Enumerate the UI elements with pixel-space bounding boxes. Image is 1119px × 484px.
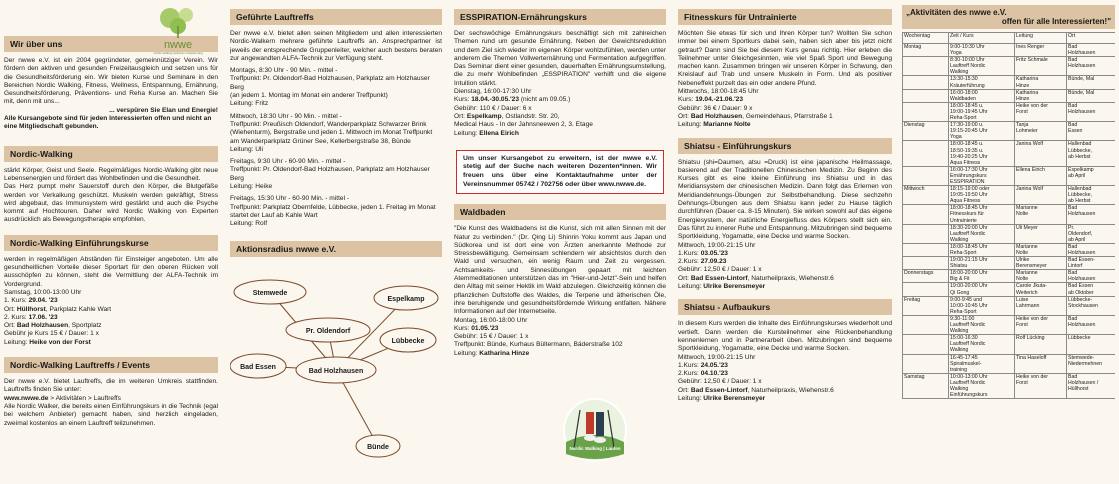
cell-place: Bad Essen- Lintorf [1067, 257, 1116, 270]
cell-day: Samstag [903, 373, 949, 398]
cell-course: 18:00-18:45 u. 18:50-19:35 u. 19:40-20:25 Uhr Aqua Fitness [949, 141, 1015, 166]
cell-place: Lübbecke- Stockhausen [1067, 296, 1116, 315]
cell-lead: Carole Jkuta- Weiterich [1015, 283, 1067, 296]
table-row [903, 257, 1116, 270]
about-heading: Wir über uns [4, 36, 218, 52]
cell-day [903, 166, 949, 185]
cell-place: Espelkamp ab April [1067, 166, 1116, 185]
cell-lead: Heike von der Forst [1015, 373, 1067, 398]
lauftreff-friday-morning: Freitags, 9:30 Uhr - 60-90 Min. - mittel - Treffpunkt: Pr. Oldendorf-Bad Holzhausen, Parkplatz am Holzhauser Berg Leitung: Heike [230, 158, 430, 191]
cell-course: 18:15-19:00 oder 19:05-19:50 Uhr Aqua Fitness [949, 186, 1015, 205]
node-pr-oldendorf: Pr. Oldendorf [305, 327, 351, 335]
about-text: Der nwwe e.V. ist ein 2004 gegründeter, gemeinnütziger Verein. Wir fördern den aktiven und gesunden Freizeitausgleich und setzen uns für die Gesundheitsförderung ein. Wir bieten Kurse und Seminare in den Bereichen Nordic Walking, Fitness, Wellness, Entspannung, Ernährung, Gesundheitsförderung, Präventions- und Reha Kurse an. Machen Sie mit, denn mit uns... [4, 57, 218, 106]
cell-course: 9:00-9:45 und 10:00-10:45 Uhr Reha-Sport [949, 296, 1015, 315]
cell-course: 16:45-17:45 Spiralmuskel- training [949, 354, 1015, 373]
schedule-heading: „Aktivitäten des nwwe e.V. offen für alle Interessierten!" [902, 5, 1115, 29]
cell-lead: Katharina Hinze [1015, 89, 1067, 102]
intro-course-heading: Nordic-Walking Einführungskurse [4, 235, 218, 251]
cell-place: Stemwede- Niedermehnen [1067, 354, 1116, 373]
intro-course-text: werden in regelmäßigen Abständen für Einsteiger angeboten. Um alle gesundheitlichen Vorteile dieser Sportart für den oberen Rücken voll ausschöpfen zu können, steht die Vermittlung der ALFA-Technik im Vordergrund. [4, 255, 218, 288]
events-url-link[interactable]: www.nwwe.de [4, 394, 49, 402]
cell-lead: Heike von der Forst [1015, 315, 1067, 334]
cell-course: 18:00-20:00 Uhr Big & Fit [949, 270, 1015, 283]
table-row [903, 44, 1116, 57]
cell-place: Bad Essen ab Oktober [1067, 283, 1116, 296]
table-row [903, 76, 1116, 89]
table-row [903, 243, 1116, 256]
esspiration-heading: ESSPIRATION-Ernährungskurs [454, 9, 666, 25]
about-note: Alle Kursangebote sind für jeden Interessierten offen und nicht an eine Mitgliedschaft gebunden. [4, 115, 212, 131]
waldbaden-text: "Die Kunst des Waldbadens ist die Kunst, sich mit allen Sinnen mit der Natur zu verbinden." (Dr. Qing Li) Shinrin Yoku kommt aus Japan und Südkorea und ist dort eine von Ärzten anerkannte Methode zur Stressbewältigung. Gemeinsam schlendern wir absichtslos durch den Wald und versuchen, ein wenig Raum und Zeit zu vergessen. Achtsamkeits- und Sinnesübungen gepaart mit leichten Atemmeditationen unterstützen das im "Hier-und-Jetzt"-Sein und helfen den Alltag mit seiner Hektik im Wald abzulegen. Gleichzeitig können die pflanzlichen Duftstoffe des Waldes, die Terpene und ätherischen Öle, ihre beruhigende und gesundheitsfördernde Wirkung entfalten. Nähere Informationen auf der Internetseite. [454, 225, 666, 316]
node-bad-holzhausen: Bad Holzhausen [308, 367, 364, 375]
cell-course: 18:00-18:45 u. 19:00-19:45 Uhr Reha-Sport [949, 102, 1015, 121]
node-espelkamp: Espelkamp [387, 295, 425, 303]
column-4 [678, 0, 892, 484]
cell-day: Dienstag [903, 122, 949, 141]
nordic-walking-heading: Nordic-Walking [4, 146, 218, 162]
cell-lead: Luise Lahrmann [1015, 296, 1067, 315]
cell-place: Bad Holzhausen [1067, 270, 1116, 283]
table-row [903, 373, 1116, 398]
cell-place: Pr. Oldendorf, ab April [1067, 224, 1116, 243]
nwwe-logo [142, 4, 214, 56]
trainer-search-notice: Um unser Kursangebot zu erweitern, ist der nwwe e.V. stetig auf der Suche nach weiteren Dozenten*innen. Wir freuen uns über eine Kontaktaufnahme unter der Vereinsnummer 05742 / 702756 oder über www.nwwe.de. [456, 150, 664, 194]
header-place: Ort [1067, 33, 1116, 44]
cell-lead: Marianne Nolte [1015, 243, 1067, 256]
cell-day [903, 257, 949, 270]
cell-day [903, 243, 949, 256]
node-buende: Bünde [367, 443, 389, 451]
column-3 [454, 0, 666, 484]
cell-lead: Fritz Schmale [1015, 57, 1067, 76]
cell-place: Bünde, Mal [1067, 89, 1116, 102]
cell-day [903, 283, 949, 296]
shiatsu-advanced-details: Mittwoch, 19:00-21:15 Uhr 1.Kurs: 24.05.'23 2.Kurs: 04.10.'23 Gebühr: 12,50 € / Dauer: 1 x Ort: Bad Essen-Lintorf, Naturheilpraxis, Wiehenstr.6 Leitung: Ulrike Berensmeyer [678, 353, 834, 402]
cell-lead: Tina Haseloff [1015, 354, 1067, 373]
cell-place: Bad Holzhausen [1067, 243, 1116, 256]
table-row [903, 205, 1116, 224]
nordic-walking-photo [558, 398, 632, 462]
radius-diagram [230, 262, 442, 462]
logo-text: nwwe [163, 39, 193, 51]
waldbaden-details: Montag, 16:00-18:00 Uhr Kurs: 01.05.'23 Gebühr: 15 € / Dauer: 1 x Treffpunkt: Bünde, Kurhaus Bültermann, Bäderstraße 102 Leitung: Katharina Hinze [454, 316, 623, 357]
column-2 [230, 0, 442, 484]
fitness-details: Mittwochs, 18:00-18:45 Uhr Kurs: 19.04.-21.06.'23 Gebühr: 36 € / Dauer: 9 x Ort: Bad Holzhausen, Gemeindehaus, Pfarrstraße 1 Leitung: Marianne Nolte [678, 88, 833, 129]
cell-course: 15:00-16:30 Lauftreff Nordic Walking [949, 335, 1015, 354]
cell-lead: Marianne Nolte [1015, 205, 1067, 224]
header-time-course: Zeit / Kurs [949, 33, 1015, 44]
cell-course: 17:30-19:00 u. 19:15-20:45 Uhr Yoga [949, 122, 1015, 141]
schedule-table [902, 32, 1115, 399]
cell-day [903, 76, 949, 89]
table-row [903, 166, 1116, 185]
cell-course: 8:30-10:00 Uhr Lauftreff Nordic Walking [949, 57, 1015, 76]
cell-lead: Janina Wolf [1015, 141, 1067, 166]
lauftreffs-intro: Der nwwe e.V. bietet allen seinen Mitgliedern und allen interessierten Nordic-Walkern mehrere geführte Lauftreffs an. Ansprechpartner ist jeweils der entsprechende Gruppenleiter, welcher auch bestens beraten zur angewandten ALFA-Technik zur Verfügung steht. [230, 30, 442, 62]
cell-day: Mittwoch [903, 186, 949, 205]
header-weekday: Wochentag [903, 33, 949, 44]
fitness-heading: Fitnesskurs für Untrainierte [678, 9, 892, 25]
photo-caption: Nordic Walking | Laufen [569, 446, 621, 451]
events-text: Der nwwe e.V. bietet Lauftreffs, die im weiteren Umkreis stattfinden. Lauftreffs finden Sie unter: [4, 378, 218, 394]
cell-day [903, 354, 949, 373]
cell-course: 18:00-18:45 Uhr Fitnesskurs für Untrainierte [949, 205, 1015, 224]
cell-day: Montag [903, 44, 949, 57]
shiatsu-intro-text: Shiatsu (shi=Daumen, atsu =Druck) ist eine japanische Heilmassage, basierend auf der Traditionellen Chinesischen Medizin. Zu Beginn des Kurses gibt es eine kleine Einführung ins Shiatsu und in das Meridiansystem der chinesischen Medizin. Dann folgt das Erlernen von Meridiandehnungs-Übungen zur Selbstbehandlung. Diese sechzehn Dehnungs-Übungen aus dem Shiatsu kann jeder zu Hause täglich durchführen (Dauer ca. 8-15 Minuten). Sie wirken sowohl auf das eigene Energiesystem, der natürliche Energiefluss des Körpers stellt sich ein. Das führt zu innerer Ruhe und Entspannung. Mitzubringen sind bequeme Sportkleidung, Yogamatte, eine Decke und warme Socken. [678, 158, 892, 241]
cell-day [903, 141, 949, 166]
cell-course: 19:00-21:15 Uhr Shiatsu [949, 257, 1015, 270]
shiatsu-intro-details: Mittwoch, 19:00-21:15 Uhr 1.Kurs: 03.05.'23 2.Kurs: 27.09.23 Gebühr: 12,50 € / Dauer: 1 x Ort: Bad Essen-Lintorf, Naturheilpraxis, Wiehenstr.6 Leitung: Ulrike Berensmeyer [678, 241, 834, 291]
cell-day [903, 57, 949, 76]
cell-day [903, 315, 949, 334]
cell-place: Bad Holzhausen [1067, 205, 1116, 224]
table-row [903, 186, 1116, 205]
cell-place: Bad Holzhausen [1067, 102, 1116, 121]
table-row [903, 141, 1116, 166]
nordic-walking-text: stärkt Körper, Geist und Seele. Regelmäßiges Nordic-Walking gibt neue Lebensenergien und fördert das Wohlbefinden und die Gesundheit. Das Herz pumpt mehr Sauerstoff durch den Körper, die Blutgefäße werden vor Verkalkung geschützt. Muskeln werden gekräftigt, Stress wird abgebaut, das Immunsystem wird gestärkt und auch die Psyche kommt auf Hochtouren. Daher wird Nordic Walking von Experten ausdrücklich als Bewegungstherapie empfohlen. [4, 166, 218, 224]
cell-lead: Heike von der Forst [1015, 102, 1067, 121]
lauftreffs-heading: Geführte Lauftreffs [230, 9, 442, 25]
cell-lead: Marianne Nolte [1015, 270, 1067, 283]
cell-lead: Ines Renger [1015, 44, 1067, 57]
table-row [903, 270, 1116, 283]
node-stemwede: Stemwede [252, 289, 288, 297]
events-text-2: Alle Nordic Walker, die bereits einen Einführungskurs in die Technik (egal bei welchem Anbieter) gemacht haben, sind herzlich eingeladen, zweimal kostenlos an einem Lauftreff teilzunehmen. [4, 402, 218, 427]
cell-place: Bad Holzhausen [1067, 57, 1116, 76]
logo-subtitle: nordic walking wellness entspannung [153, 51, 203, 55]
table-row [903, 57, 1116, 76]
cell-course: 18:30-20:00 Uhr Lauftreff Nordic Walking [949, 224, 1015, 243]
cell-lead: Rolf Lücking [1015, 335, 1067, 354]
intro-course-details: Samstag, 10:00-13:00 Uhr 1. Kurs: 29.04. '23 Ort: Hüllhorst, Parkplatz Kahle Wart 2. Kurs: 17.06. '23 Ort: Bad Holzhausen, Sportplatz Gebühr je Kurs 15 € / Dauer: 1 x Leitung: Heike von der Forst [4, 288, 112, 346]
cell-place: Hallenbad Lübbecke, ab Herbst [1067, 141, 1116, 166]
shiatsu-intro-heading: Shiatsu - Einführungskurs [678, 138, 892, 154]
cell-day [903, 335, 949, 354]
cell-day: Donnerstags [903, 270, 949, 283]
esspiration-text: Der sechswöchige Ernährungskurs beschäftigt sich mit zahlreichen Themen rund um gesunde Ernährung. Neben der Gewichtsreduktion und dem Ziel sich wieder im eigenen Körper wohlzufühlen, werden unter anderem die Themen Vollwerternährung und Fermentation aufgegriffen. Das Seminar dient einer gesunden, dauerhaften Ernährungsumstellung, die zu mehr Wohlbefinden „ESSPIRATION" verhilft und die eigene Intuition stärkt. [454, 30, 666, 87]
cell-day [903, 89, 949, 102]
cell-place: Bad Holzhausen [1067, 44, 1116, 57]
cell-place: Bünde, Mal [1067, 76, 1116, 89]
cell-course: 9:30-11:00 Lauftreff Nordic Walking [949, 315, 1015, 334]
table-row [903, 224, 1116, 243]
table-row [903, 122, 1116, 141]
events-heading: Nordic-Walking Lauftreffs / Events [4, 357, 218, 373]
esspiration-details: Dienstag, 16:00-17:30 Uhr Kurs: 18.04.-30.05.'23 (nicht am 09.05.) Gebühr: 110 € / Dauer: 6 x Ort: Espelkamp, Ostlandstr. Str. 20, Medical Haus - In der Jahnsneewen 2, 3. Etage Leitung: Ellena Eirich [454, 88, 593, 137]
about-slogan: ... verspüren Sie Elan und Energie! [109, 106, 218, 114]
cell-course: 16:00-18:00 Waldbaden [949, 89, 1015, 102]
cell-lead: Tanja Lohmeier [1015, 122, 1067, 141]
table-row [903, 354, 1116, 373]
cell-course: 9:00-10:30 Uhr Yoga [949, 44, 1015, 57]
shiatsu-advanced-text: In diesem Kurs werden die Inhalte des Einführungskurses wiederholt und vertieft. Dann werden die Kursteilnehmer eine Rückenbehandlung kennenlernen und in Partnerarbeit üben. Mitzubringen sind bequeme Sportkleidung, Yogamatte, eine Decke und warme Socken. [678, 320, 892, 353]
cell-place: Hallenbad Lübbecke, ab Herbst [1067, 186, 1116, 205]
schedule-header-row [903, 33, 1116, 44]
cell-day [903, 102, 949, 121]
header-lead: Leitung [1015, 33, 1067, 44]
cell-course: 10:00-13:00 Uhr Lauftreff Nordic Walking Einführungskurs [949, 373, 1015, 398]
cell-course: 16:00-17:30 Uhr Ernährungskurs ESSPIRATION [949, 166, 1015, 185]
cell-day [903, 205, 949, 224]
cell-place: Bad Essen [1067, 122, 1116, 141]
cell-lead: Janina Wolf [1015, 186, 1067, 205]
column-1: nwwe nordic walking wellness entspannung Wir über uns Der nwwe e.V. ist ein 2004 gegründeter, gemeinnütziger Verein. Wir fördern den aktiven und gesunden Freizeitausgleich und setzen uns für die Gesundheitsförderung ein. Wir bieten Kurse und Seminare in den Bereichen Nordic Walking, Fitness, Wellness, Entspannung, Ernährung, Gesundheitsförderung, Präventions- und Reha Kurse an. Machen Sie mit, denn mit uns... ... verspüren Sie Elan und Energie! Alle Kursangebote sind für jeden Interessierten offen und nicht an eine Mitgliedschaft gebunden. Nordic-Walking stärkt Körper, Geist und Seele. Regelmäßiges Nordic-Walking gibt neue Lebensenergien und fördert das Wohlbefinden und die Gesundheit. Das Herz pumpt mehr Sauerstoff durch den Körper, die Blutgefäße werden vor Verkalkung geschützt. Muskeln werden gekräftigt, Stress wird abgebaut, das Immunsystem wird gestärkt und auch die Psyche kommt auf Hochtouren. Daher wird Nordic Walking von Experten ausdrücklich als Bewegungstherapie empfohlen. Nordic-Walking Einführungskurse werden in regelmäßigen Abständen für Einsteiger angeboten. Um alle gesundheitlichen Vorteile dieser Sportart für den oberen Rücken voll ausschöpfen zu können, steht die Vermittlung der ALFA-Technik im Vordergrund. Samstag, 10:00-13:00 Uhr 1. Kurs: 29.04. '23 Ort: Hüllhorst, Parkplatz Kahle Wart 2. Kurs: 17.06. '23 Ort: Bad Holzhausen, Sportplatz Gebühr je Kurs 15 € / Dauer: 1 x Leitung: Heike von der Forst Nordic-Walking Lauftreffs / Events Der nwwe e.V. bietet Lauftreffs, die im weiteren Umkreis stattfinden. Lauftreffs finden Sie unter: www.nwwe.de > Aktivitäten > Lauftreffs Alle Nordic Walker, die bereits einen Einführungskurs in die Technik (egal bei welchem Anbieter) gemacht haben, sind herzlich eingeladen, zweimal kostenlos an einem Lauftreff teilzunehmen. [4, 0, 218, 484]
table-row [903, 283, 1116, 296]
cell-course: 18:00-18:45 Uhr Reha-Sport [949, 243, 1015, 256]
waldbaden-heading: Waldbaden [454, 204, 666, 220]
lauftreff-wednesday: Mittwoch, 18:30 Uhr - 90 Min. - mittel - Treffpunkt: Preußisch Oldendorf, Wanderparkplatz Schwarzer Brink (Wiehenturm), Bergstraße und jeden 1. Mittwoch im Monat Treffpunkt am Wanderparkplatz Grüner See, Kellerbergstraße 38, Bünde Leitung: Uli [230, 112, 433, 153]
cell-day: Freitag [903, 296, 949, 315]
table-row [903, 296, 1116, 315]
fitness-text: Möchten Sie etwas für sich und Ihren Körper tun? Wollten Sie schon immer bei einem Sportkurs dabei sein, haben sich aber bis jetzt nicht getraut? Dann sind Sie bei diesem Kurs genau richtig. Hier erleben die Teilnehmer unter Gleichgesinnten, wie viel Spaß Sport und Bewegung machen kann. Zusammen bringen wir unseren Körper in Schwung, den Kreislauf auf Trab und unsere Muskeln in Form. Und als positiver Nebeneffekt purzelt das ein oder andere Pfund. [678, 30, 892, 87]
lauftreff-friday-afternoon: Freitags, 15:30 Uhr - 60-90 Min. - mittel - Treffpunkt: Parkplatz Obernfelde, Lübbecke, jeden 1. Freitag im Monat startet der Lauf ab Kahle Wart Leitung: Rolf [230, 195, 436, 228]
table-row [903, 89, 1116, 102]
cell-lead: Ellena Eirich [1015, 166, 1067, 185]
radius-heading: Aktionsradius nwwe e.V. [230, 241, 442, 257]
node-bad-essen: Bad Essen [240, 363, 276, 371]
cell-place: Lübbecke [1067, 335, 1116, 354]
cell-place: Bad Holzhausen [1067, 315, 1116, 334]
node-luebbecke: Lübbecke [391, 337, 425, 345]
lauftreff-monday: Montags, 8:30 Uhr - 90 Min. - mittel - Treffpunkt: Pr. Oldendorf-Bad Holzhausen, Parkplatz am Holzhauser Berg (an jedem 1. Montag im Monat ein anderer Treffpunkt) Leitung: Fritz [230, 67, 430, 108]
table-row [903, 102, 1116, 121]
cell-lead: Uli Meyer [1015, 224, 1067, 243]
table-row [903, 315, 1116, 334]
cell-lead: Ulrike Berensmeyer [1015, 257, 1067, 270]
table-row [903, 335, 1116, 354]
cell-lead: Katharina Hinze [1015, 76, 1067, 89]
column-5 [902, 0, 1115, 484]
cell-course: 19:00-20:00 Uhr Qi Gong [949, 283, 1015, 296]
cell-course: 13:30-15:30 Kräuterführung [949, 76, 1015, 89]
cell-day [903, 224, 949, 243]
cell-place: Bad Holzhausen / Hüllhorst [1067, 373, 1116, 398]
shiatsu-advanced-heading: Shiatsu - Aufbaukurs [678, 299, 892, 315]
